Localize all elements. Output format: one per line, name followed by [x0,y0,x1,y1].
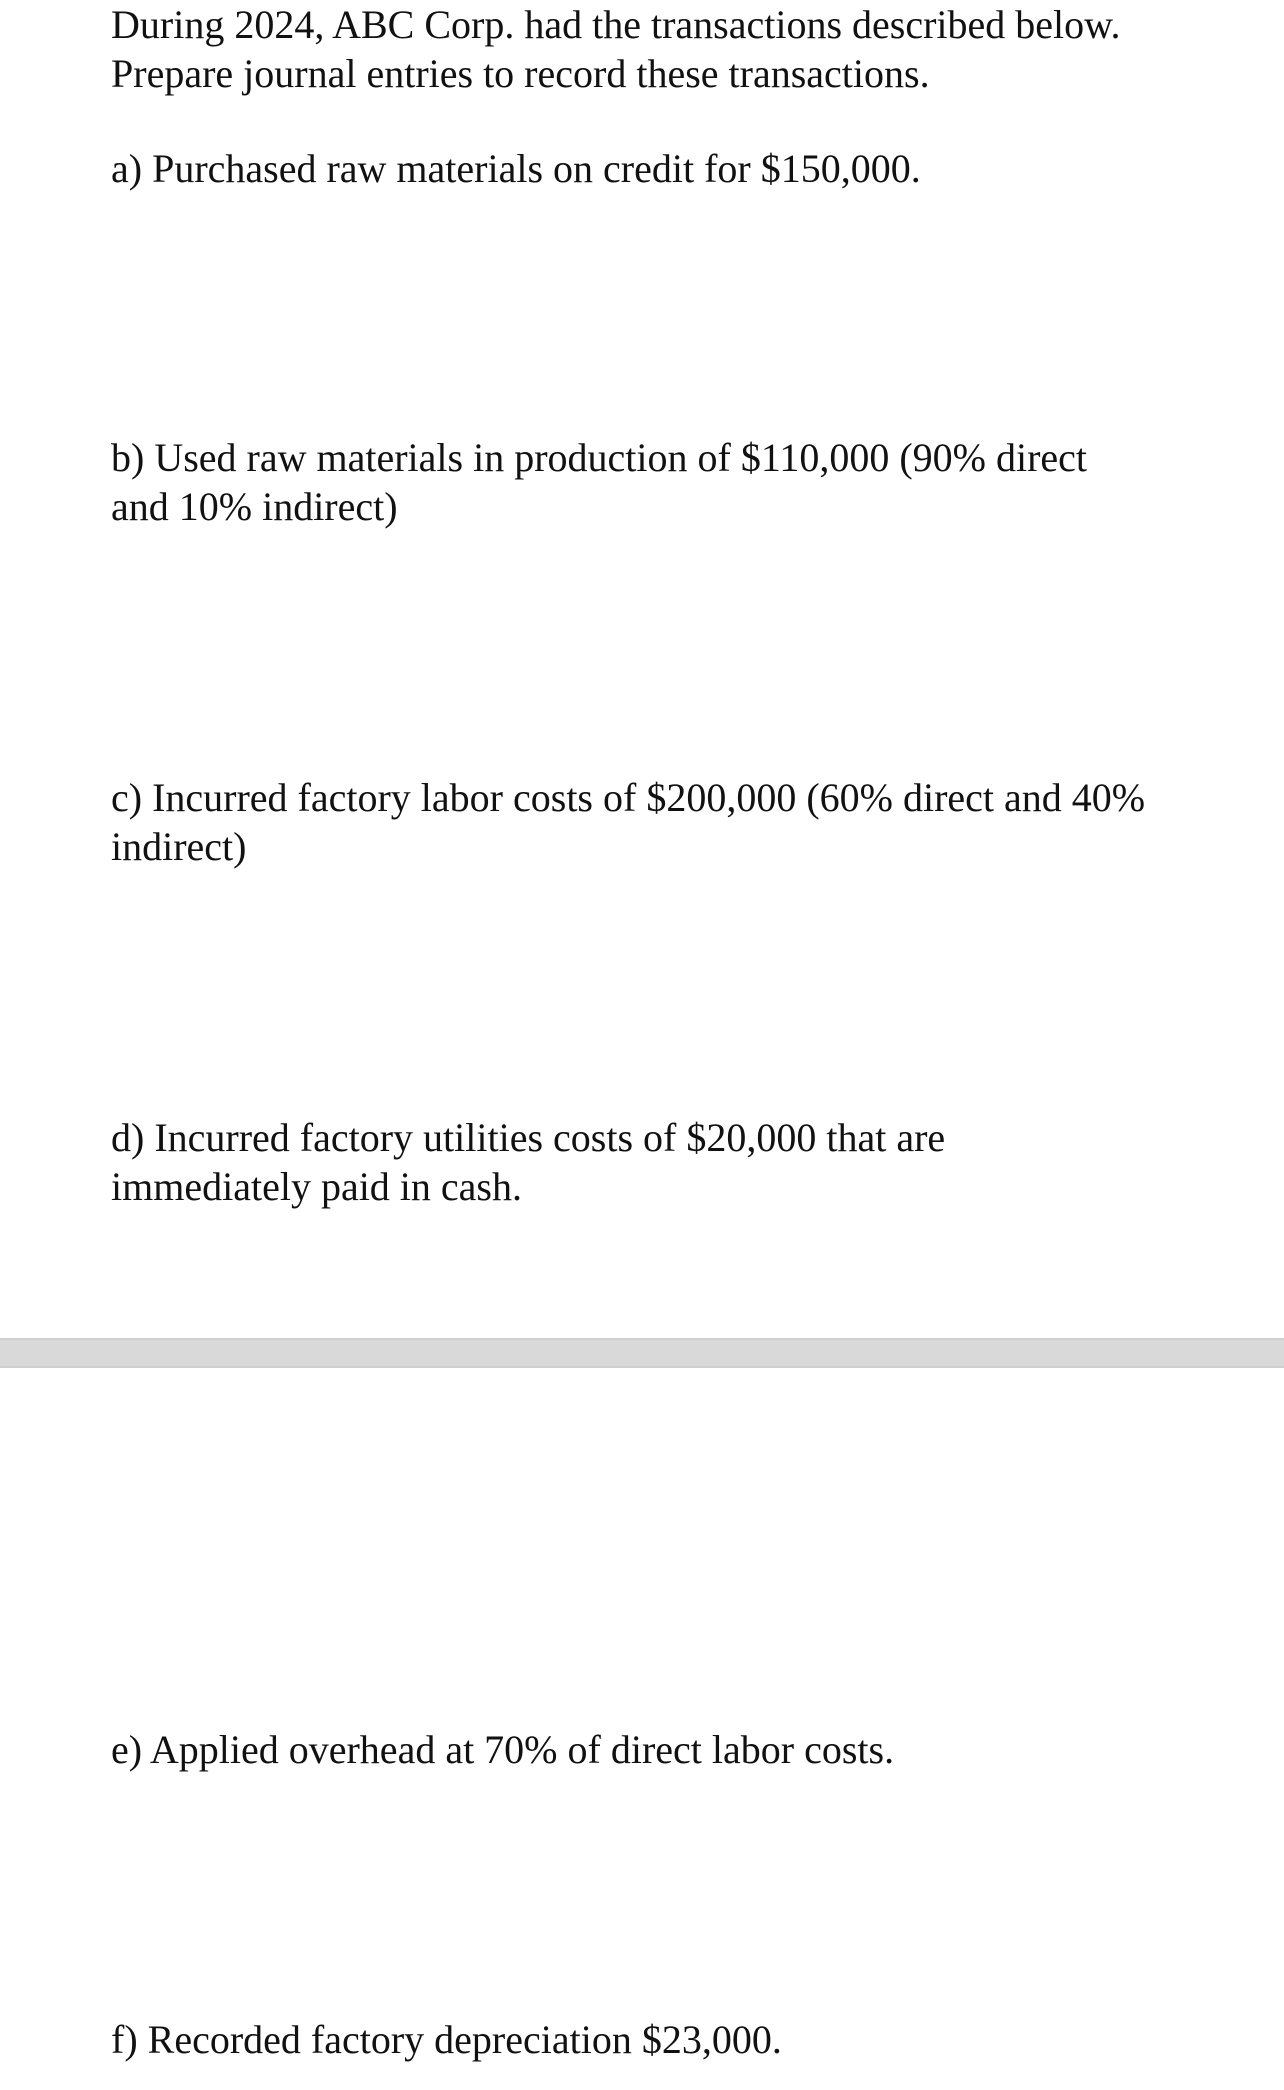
transaction-c [111,773,1145,871]
transaction-c-line-1: c) Incurred factory labor costs of $200,000 (60% direct and 40% [111,775,1146,820]
transaction-a [111,144,921,193]
transaction-f-line-1: f) Recorded factory depreciation $23,000. [111,2017,782,2062]
transaction-f [111,2015,782,2064]
transaction-d-line-2: immediately paid in cash. [111,1164,522,1209]
transaction-b-line-1: b) Used raw materials in production of $110,000 (90% direct [111,435,1088,480]
intro-line-1: During 2024, ABC Corp. had the transactions described below. [111,2,1121,47]
transaction-d [111,1113,945,1211]
transaction-e [111,1725,894,1774]
transaction-e-line-1: e) Applied overhead at 70% of direct labor costs. [111,1727,895,1772]
transaction-c-line-2: indirect) [111,824,247,869]
transaction-a-line-1: a) Purchased raw materials on credit for $150,000. [111,146,921,191]
transaction-b [111,433,1087,531]
transaction-b-line-2: and 10% indirect) [111,484,398,529]
page-divider [0,1338,1284,1368]
transaction-d-line-1: d) Incurred factory utilities costs of $20,000 that are [111,1115,946,1160]
intro-paragraph [111,0,1120,98]
intro-line-2: Prepare journal entries to record these transactions. [111,51,930,96]
